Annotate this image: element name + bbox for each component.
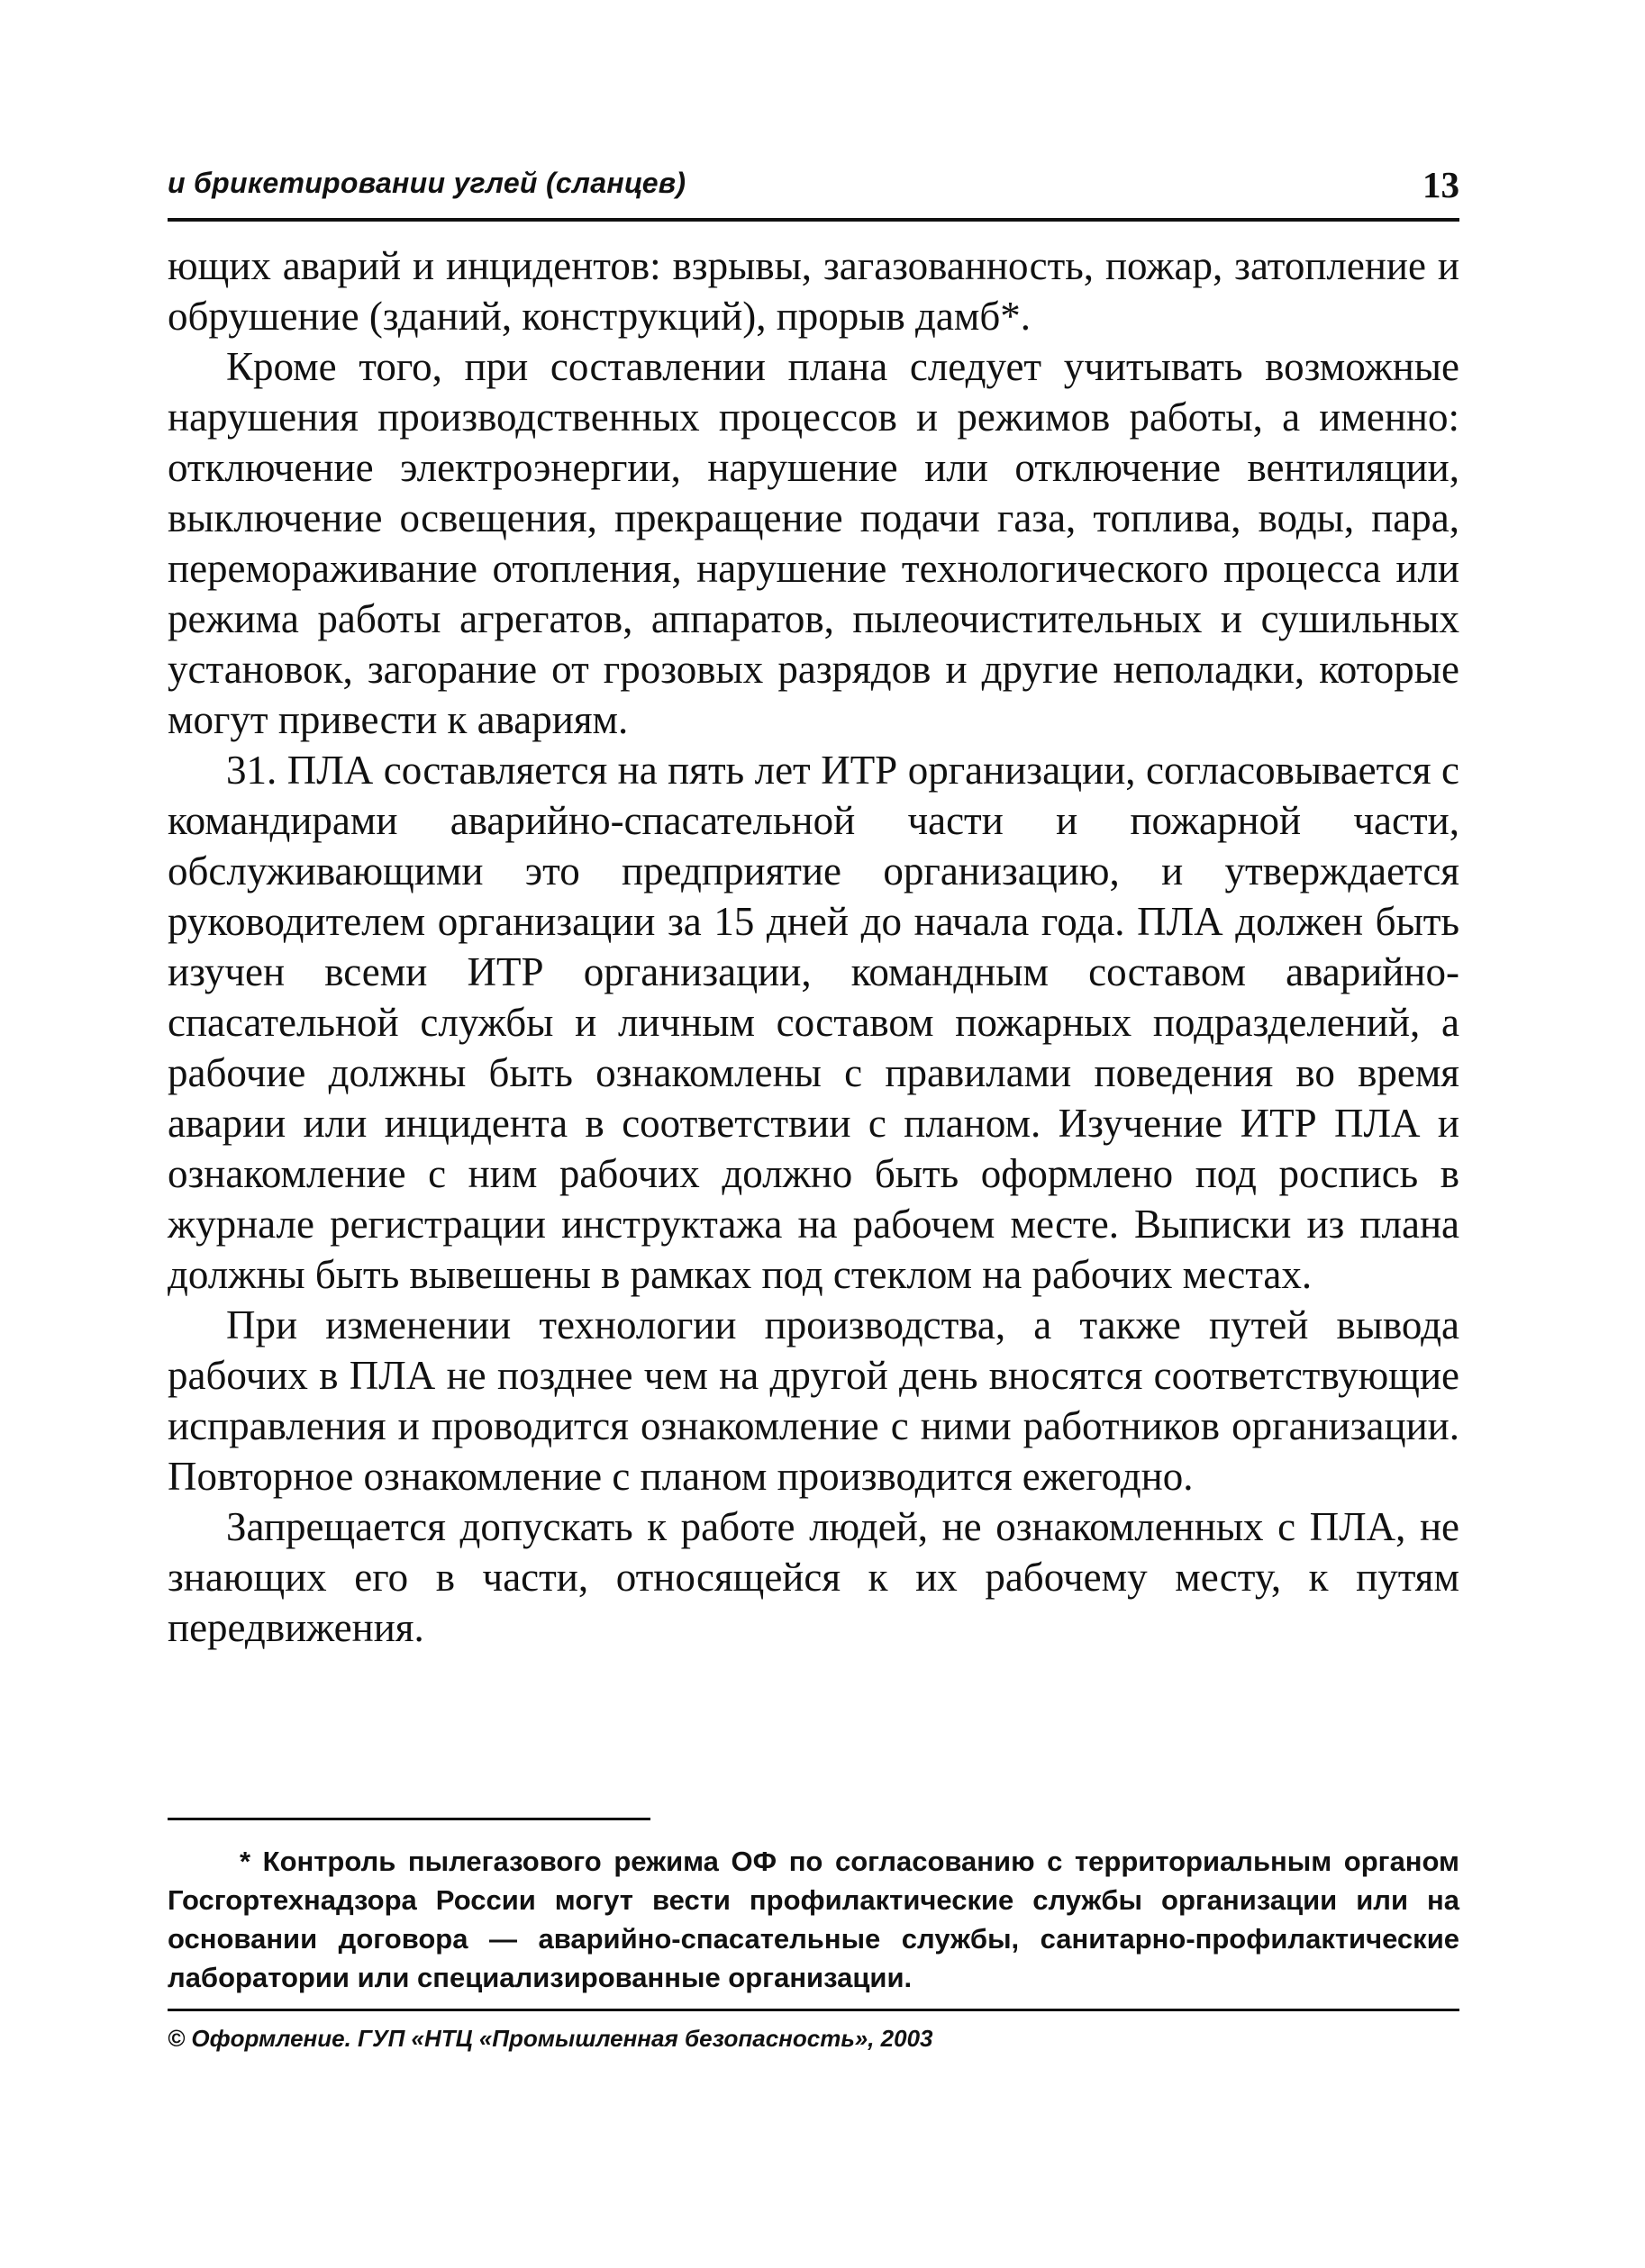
copyright-line: © Оформление. ГУП «НТЦ «Промышленная безопасность», 2003 (168, 2025, 933, 2052)
page-number: 13 (1422, 164, 1459, 205)
footnote: * Контроль пылегазового режима ОФ по согласованию с территориальным органом Госгортехнадзора России могут вести профилактические службы организации или на основании договора — аварийно-спасательные службы, санитарно-профилактические лаборатории или специализированные организации. (168, 1846, 1459, 1993)
main-text (168, 240, 1459, 1653)
page-header (168, 165, 1459, 219)
footnote-divider (168, 1818, 650, 1820)
paragraph-technology-changes: При изменении технологии производства, а также путей вывода рабочих в ПЛА не позднее чем на другой день вносятся соответствующие исправления и проводится ознакомление с ними работников организации. Повторное ознакомление с планом производится ежегодно. (168, 1302, 1459, 1499)
paragraph-item-31: 31. ПЛА составляется на пять лет ИТР организации, согласовывается с командирами аварийно-спасательной части и пожарной части, обслуживающими это предприятие организацию, и утверждается руководителем организации за 15 дней до начала года. ПЛА должен быть изучен всеми ИТР организации, командным составом аварийно-спасательной службы и личным составом пожарных подразделений, а рабочие должны быть ознакомлены с правилами поведения во время аварии или инцидента в соответствии с планом. Изучение ИТР ПЛА и ознакомление с ним рабочих должно быть оформлено под роспись в журнале регистрации инструктажа на рабочем месте. Выписки из плана должны быть вывешены в рамках под стеклом на рабочих местах. (168, 748, 1459, 1297)
header-divider (168, 218, 1459, 222)
footer-divider (168, 2009, 1459, 2011)
paragraph-continuation: ющих аварий и инцидентов: взрывы, загазованность, пожар, затопление и обрушение (зданий, конструкций), прорыв дамб*. (168, 243, 1459, 339)
paragraph-additional-violations: Кроме того, при составлении плана следует учитывать возможные нарушения производственных процессов и режимов работы, а именно: отключение электроэнергии, нарушение или отключение вентиляции, выключение освещения, прекращение подачи газа, топлива, воды, пара, перемораживание отопления, нарушение технологического процесса или режима работы агрегатов, аппаратов, пылеочистительных и сушильных установок, загорание от грозовых разрядов и другие неполадки, которые могут привести к авариям. (168, 344, 1459, 742)
paragraph-work-prohibition: Запрещается допускать к работе людей, не ознакомленных с ПЛА, не знающих его в части, относящейся к их рабочему месту, к путям передвижения. (168, 1504, 1459, 1650)
running-head: и брикетировании углей (сланцев) (168, 167, 686, 199)
